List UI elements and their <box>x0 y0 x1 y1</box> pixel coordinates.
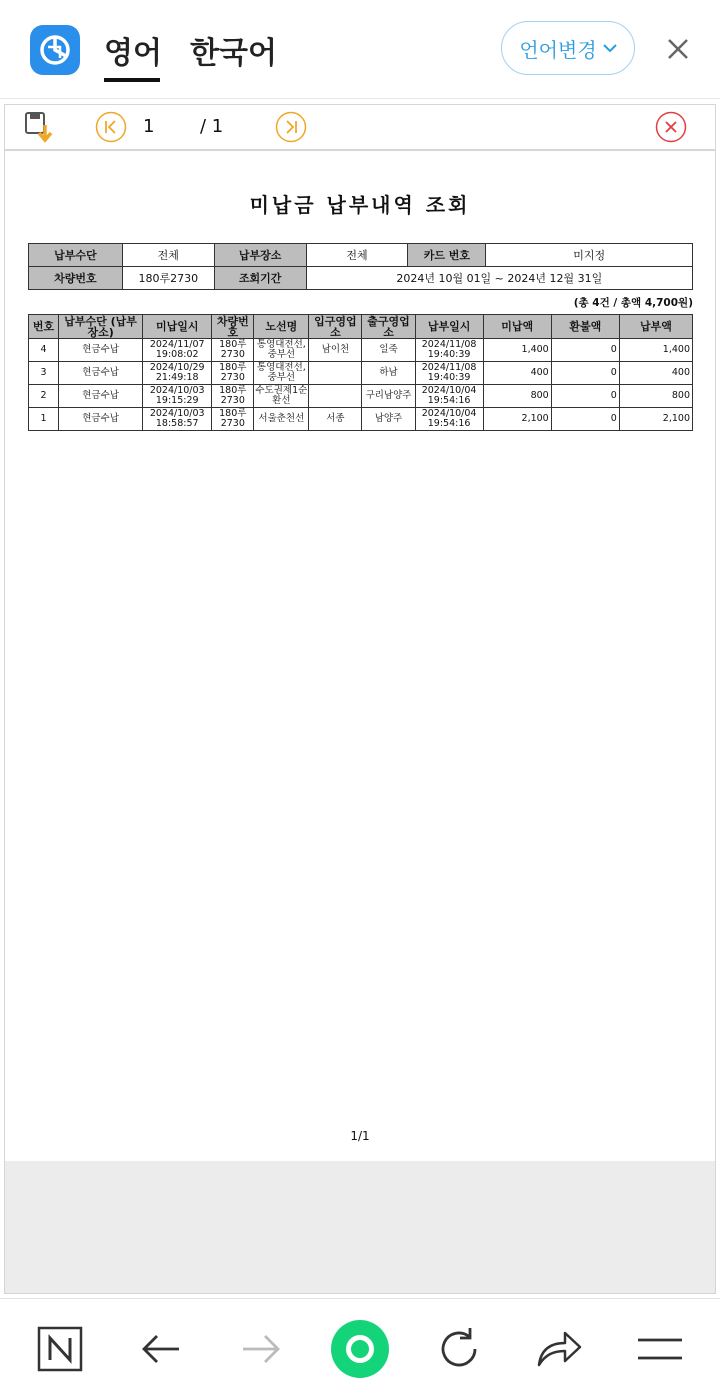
cell-paid-datetime: 2024/10/04 19:54:16 <box>415 408 483 431</box>
card-number-value: 미지정 <box>486 244 693 267</box>
cell-method: 현금수납 <box>59 362 143 385</box>
cell-entry: 남이천 <box>309 339 362 362</box>
col-exit-office: 출구영업소 <box>362 315 415 339</box>
cell-vehicle: 180루 2730 <box>212 408 254 431</box>
payment-history-table <box>28 314 693 431</box>
cell-refund-amount: 0 <box>551 408 619 431</box>
cell-paid-amount: 1,400 <box>619 339 692 362</box>
cell-vehicle: 180루 2730 <box>212 339 254 362</box>
cell-exit: 구리남양주 <box>362 385 415 408</box>
total-summary: (총 4건 / 총액 4,700원) <box>573 297 693 309</box>
table-row <box>29 385 693 408</box>
cell-unpaid-amount: 400 <box>483 362 551 385</box>
cell-exit: 일죽 <box>362 339 415 362</box>
cell-unpaid-datetime: 2024/11/07 19:08:02 <box>143 339 212 362</box>
refresh-icon[interactable] <box>435 1325 483 1373</box>
current-page-number[interactable]: 1 <box>143 116 155 137</box>
report-title: 미납금 납부내역 조회 <box>249 193 471 217</box>
cell-vehicle: 180루 2730 <box>212 385 254 408</box>
change-language-label: 언어변경 <box>519 37 597 62</box>
report-viewer <box>4 104 716 1294</box>
search-conditions-table <box>28 243 693 290</box>
cell-vehicle: 180루 2730 <box>212 362 254 385</box>
cell-route: 통영대전선, 중부선 <box>254 362 309 385</box>
payment-place-value: 전체 <box>306 244 408 267</box>
home-circle-icon[interactable] <box>330 1319 390 1379</box>
col-unpaid-amount: 미납액 <box>483 315 551 339</box>
chevron-down-icon <box>603 43 617 53</box>
viewer-toolbar <box>5 105 715 151</box>
cell-paid-amount: 2,100 <box>619 408 692 431</box>
cell-unpaid-datetime: 2024/10/29 21:49:18 <box>143 362 212 385</box>
cell-refund-amount: 0 <box>551 339 619 362</box>
cell-paid-amount: 800 <box>619 385 692 408</box>
period-value: 2024년 10월 01일 ~ 2024년 12월 31일 <box>306 267 692 290</box>
col-refund-amount: 환불액 <box>551 315 619 339</box>
cell-number: 2 <box>29 385 59 408</box>
cell-method: 현금수납 <box>59 408 143 431</box>
payment-method-label: 납부수단 <box>29 244 123 267</box>
payment-method-value: 전체 <box>122 244 214 267</box>
card-number-label: 카드 번호 <box>408 244 486 267</box>
cell-number: 3 <box>29 362 59 385</box>
share-icon[interactable] <box>535 1325 583 1373</box>
cell-paid-datetime: 2024/11/08 19:40:39 <box>415 362 483 385</box>
cell-exit: 하남 <box>362 362 415 385</box>
cell-route: 수도권제1순환선 <box>255 385 308 406</box>
col-route: 노선명 <box>254 315 309 339</box>
cell-paid-datetime: 2024/10/04 19:54:16 <box>415 385 483 408</box>
col-paid-datetime: 납부일시 <box>415 315 483 339</box>
active-tab-indicator <box>104 78 160 82</box>
cell-entry: 서종 <box>309 408 362 431</box>
table-row <box>29 362 693 385</box>
table-row <box>29 339 693 362</box>
total-pages: / 1 <box>200 116 224 137</box>
vehicle-number-value: 180루2730 <box>122 267 214 290</box>
cell-entry <box>309 362 362 385</box>
top-header <box>0 0 720 99</box>
cell-entry <box>309 385 362 408</box>
cell-exit: 남양주 <box>362 408 415 431</box>
save-download-icon[interactable] <box>23 111 55 145</box>
cell-unpaid-datetime: 2024/10/03 19:15:29 <box>143 385 212 408</box>
cell-paid-amount: 400 <box>619 362 692 385</box>
bottom-navigation-bar <box>0 1298 720 1399</box>
cell-unpaid-datetime: 2024/10/03 18:58:57 <box>143 408 212 431</box>
cell-refund-amount: 0 <box>551 385 619 408</box>
vehicle-number-label: 차량번호 <box>29 267 123 290</box>
cell-number: 4 <box>29 339 59 362</box>
page-indicator: 1/1 <box>350 1129 370 1143</box>
app-logo-icon[interactable] <box>30 25 80 75</box>
period-label: 조회기간 <box>214 267 306 290</box>
cell-unpaid-amount: 1,400 <box>483 339 551 362</box>
cell-number: 1 <box>29 408 59 431</box>
tab-english[interactable]: 영어 <box>104 36 162 71</box>
cell-route: 통영대전선, 중부선 <box>254 339 309 362</box>
cell-method: 현금수납 <box>59 385 143 408</box>
tab-korean[interactable]: 한국어 <box>190 36 277 71</box>
col-unpaid-datetime: 미납일시 <box>143 315 212 339</box>
cell-method: 현금수납 <box>59 339 143 362</box>
last-page-icon[interactable] <box>275 111 307 143</box>
forward-arrow-icon[interactable] <box>237 1325 285 1373</box>
cell-route: 서울춘천선 <box>254 408 309 431</box>
naver-n-icon[interactable] <box>36 1325 84 1373</box>
change-language-button[interactable] <box>501 21 635 75</box>
cell-refund-amount: 0 <box>551 362 619 385</box>
col-payment-method: 납부수단 (납부장소) <box>59 315 143 339</box>
col-entry-office: 입구영업소 <box>309 315 362 339</box>
back-arrow-icon[interactable] <box>137 1325 185 1373</box>
cell-unpaid-amount: 2,100 <box>483 408 551 431</box>
first-page-icon[interactable] <box>95 111 127 143</box>
close-icon[interactable] <box>662 33 694 65</box>
cell-unpaid-amount: 800 <box>483 385 551 408</box>
close-viewer-icon[interactable] <box>655 111 687 143</box>
col-paid-amount: 납부액 <box>619 315 692 339</box>
menu-icon[interactable] <box>636 1325 684 1373</box>
payment-place-label: 납부장소 <box>214 244 306 267</box>
table-row <box>29 408 693 431</box>
cell-paid-datetime: 2024/11/08 19:40:39 <box>415 339 483 362</box>
col-number: 번호 <box>29 315 59 339</box>
viewer-background <box>5 1161 715 1293</box>
col-vehicle: 차량번호 <box>212 315 254 339</box>
